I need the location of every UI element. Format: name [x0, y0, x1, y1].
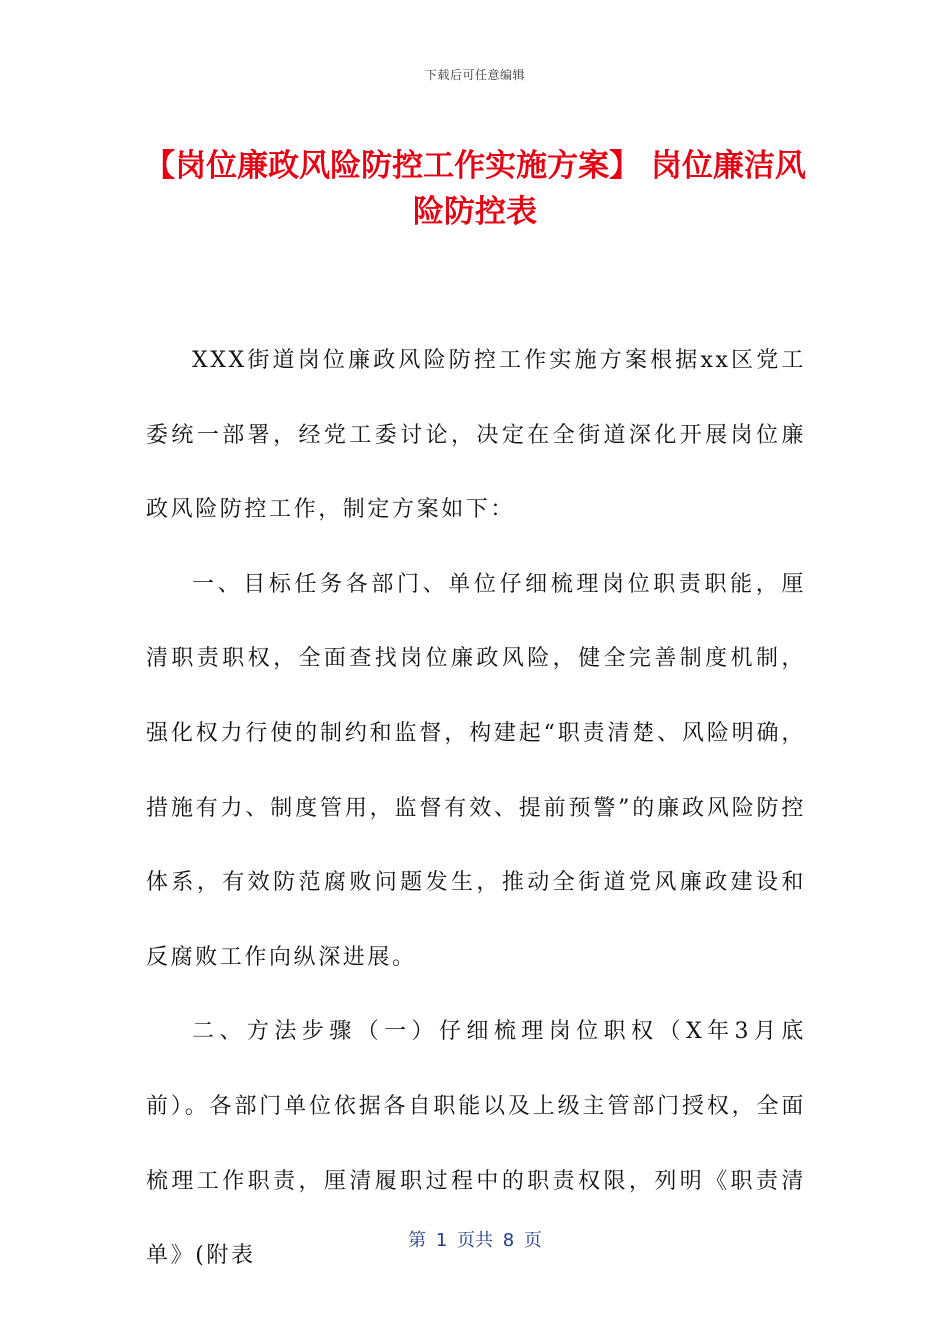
paragraph-goals: 一、目标任务各部门、单位仔细梳理岗位职责职能，厘清职责职权，全面查找岗位廉政风险，健全完善制度机制，强化权力行使的制约和监督，构建起“职责清楚、风险明确，措施有力、制度管用，监督有效、提前预警”的廉政风险防控体系，有效防范腐败问题发生，推动全街道党风廉政建设和反腐败工作向纵深进展。 — [146, 571, 806, 970]
paragraph-methods: 二、方法步骤（一）仔细梳理岗位职权（X年3月底前）。各部门单位依据各自职能以及上级主管部门授权，全面梳理工作职责，厘清履职过程中的职责权限，列明《职责清单》(附表 — [146, 1019, 806, 1269]
paragraph-intro: XXX街道岗位廉政风险防控工作实施方案根据xx区党工委统一部署，经党工委讨论，决定在全街道深化开展岗位廉政风险防控工作，制定方案如下： — [146, 348, 806, 523]
document-title: 【岗位廉政风险防控工作实施方案】 岗位廉洁风险防控表 — [144, 148, 806, 230]
document-body — [146, 324, 806, 1294]
page-number-label: 第 1 页共 8 页 — [408, 1230, 542, 1251]
page-number-footer — [0, 1226, 950, 1252]
header-note: 下载后可任意编辑 — [424, 68, 525, 82]
